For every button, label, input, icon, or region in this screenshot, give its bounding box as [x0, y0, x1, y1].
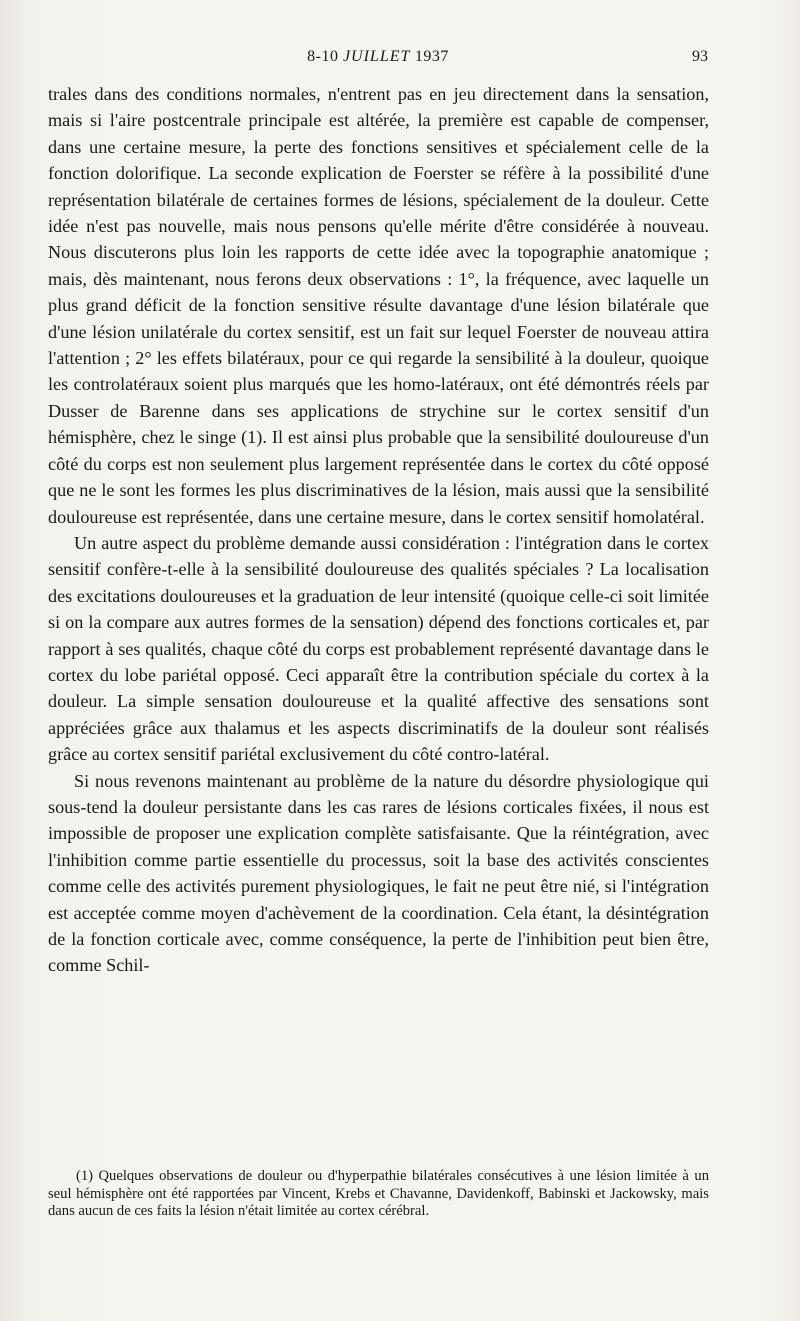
page-number: 93	[692, 48, 708, 65]
running-title-date: 8-10	[307, 48, 343, 65]
footnotes	[48, 1168, 709, 1221]
running-title-month: JUILLET	[342, 48, 411, 65]
footnote-1: (1) Quelques observations de douleur ou d'hyperpathie bilatérales consécutives à une lésion limitée à un seul hémisphère ont été rapportées par Vincent, Krebs et Chavanne, Davidenkoff, Babinski et Jackowsky, mais dans aucun de ces faits la lésion n'était limitée au cortex cérébral.	[48, 1168, 709, 1219]
body-text	[48, 81, 709, 979]
running-title-year: 1937	[410, 48, 449, 65]
paragraph-continued: trales dans des conditions normales, n'entrent pas en jeu directement dans la sensation, mais si l'aire postcentrale principale est altérée, la première est capable de compenser, dans une certaine mesure, la perte des fonctions sensitives et spécialement celle de la fonction dolorifique. La seconde explication de Foerster se réfère à la possibilité d'une représentation bilatérale de certaines formes de lésions, spécialement de la douleur. Cette idée n'est pas nouvelle, mais nous pensons qu'elle mérite d'être considérée à nouveau. Nous discuterons plus loin les rapports de cette idée avec la topographie anatomique ; mais, dès maintenant, nous ferons deux observations : 1°, la fréquence, avec laquelle un plus grand déficit de la fonction sensitive résulte davantage d'une lésion bilatérale que d'une lésion unilatérale du cortex sensitif, est un fait sur lequel Foerster de nouveau attira l'attention ; 2° les effets bilatéraux, pour ce qui regarde la sensibilité à la douleur, quoique les controlatéraux soient plus marqués que les homo-latéraux, ont été démontrés réels par Dusser de Barenne dans ses applications de strychine sur le cortex sensitif d'un hémisphère, chez le singe (1). Il est ainsi plus probable que la sensibilité douloureuse d'un côté du corps est non seulement plus largement représentée dans le cortex du côté opposé que ne le sont les formes les plus discriminatives de la lésion, mais aussi que la sensibilité douloureuse est représentée, dans une certaine mesure, dans le cortex sensitif homolatéral.	[48, 84, 709, 527]
paragraph-physiological-disorder: Si nous revenons maintenant au problème de la nature du désordre physiologique qui sous-tend la douleur persistante dans les cas rares de lésions corticales fixées, il nous est impossible de proposer une explication complète satisfaisante. Que la réintégration, avec l'inhibition comme partie essentielle du processus, soit la base des activités conscientes comme celle des activités purement physiologiques, le fait ne peut être nié, si l'intégration est acceptée comme moyen d'achèvement de la coordination. Cela étant, la désintégration de la fonction corticale avec, comme conséquence, la perte de l'inhibition peut bien être, comme Schil-	[48, 770, 709, 976]
running-title	[48, 48, 708, 66]
page-header	[48, 48, 708, 72]
paragraph-integration: Un autre aspect du problème demande aussi considération : l'intégration dans le cortex sensitif confère-t-elle à la sensibilité douloureuse des qualités spéciales ? La localisation des excitations douloureuses et la graduation de leur intensité (quoique celle-ci soit limitée si on la compare aux autres formes de la sensation) dépend des fonctions corticales et, par rapport à ses qualités, chaque côté du corps est probablement représenté davantage dans le cortex du lobe pariétal opposé. Ceci apparaît être la contribution spéciale du cortex à la douleur. La simple sensation douloureuse et la qualité affective des sensations sont appréciées grâce aux thalamus et les aspects discriminatifs de la douleur sont réalisés grâce au cortex sensitif pariétal exclusivement du côté contro-latéral.	[48, 532, 709, 765]
